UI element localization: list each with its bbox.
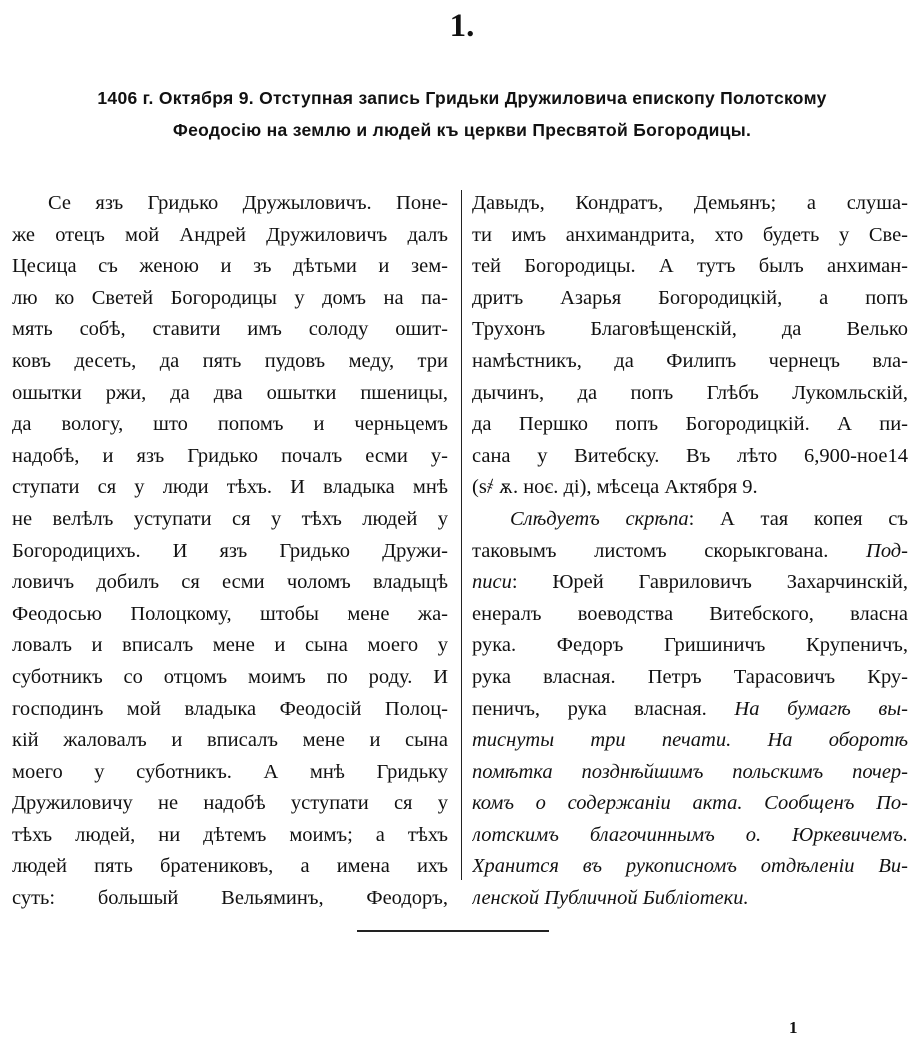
- text-line: тей Богородицы. А тутъ былъ анхиман-: [472, 255, 908, 278]
- column-divider: [461, 190, 462, 880]
- document-number: 1.: [449, 8, 475, 44]
- text-line: ошытки ржи, да два ошытки пшеницы,: [12, 381, 448, 404]
- text-line: мять собѣ, ставити имъ солоду ошит-: [12, 318, 448, 341]
- text-line: Богородицихъ. И язъ Гридько Дружи-: [12, 539, 448, 562]
- note-line: [472, 662, 908, 694]
- text-line: Трухонъ Благовѣщенскій, да Велько: [472, 318, 908, 341]
- text-line: тѣхъ людей, ни дѣтемъ моимъ; а тѣхъ: [12, 823, 448, 846]
- text-line: дычинъ, да попъ Глѣбъ Лукомльскій,: [472, 381, 908, 404]
- text-line: Давыдъ, Кондратъ, Демьянъ; а слуша-: [472, 192, 908, 214]
- note-line: комъ о содержаніи акта. Сообщенъ По-: [472, 792, 908, 815]
- text-line: кій жаловалъ и вписалъ мене и сына: [12, 729, 448, 752]
- note-line: [472, 599, 908, 631]
- section-end-rule: [357, 930, 549, 932]
- note-line: лотскимъ благочиннымъ о. Юркевичемъ.: [472, 823, 908, 846]
- text-line: Феодосью Полоцкому, штобы мене жа-: [12, 602, 448, 625]
- text-line: не велѣлъ уступати ся у тѣхъ людей у: [12, 507, 448, 530]
- page-number: 1: [789, 1018, 798, 1037]
- note-line: [472, 630, 908, 662]
- note-line: [472, 694, 908, 726]
- note-roman: : А тая копея съ: [688, 507, 908, 530]
- text-line: ковъ десеть, да пять пудовъ меду, три: [12, 349, 448, 372]
- text-line: ловалъ и вписалъ мене и сына моего у: [12, 634, 448, 657]
- text-line: да вологу, што попомъ и черньцемъ: [12, 413, 448, 436]
- text-line: моего у суботникъ. А мнѣ Гридьку: [12, 760, 448, 783]
- note-line: [472, 504, 908, 536]
- note-line: помѣтка позднѣйшимъ польскимъ почер-: [472, 760, 908, 783]
- text-line: же отецъ мой Андрей Дружиловичъ далъ: [12, 223, 448, 246]
- text-line: (ѕ҂ ѫ. ноє. ді), мѣсеца Актября 9.: [472, 476, 758, 499]
- text-line: надобѣ, и язъ Гридько почалъ есми у-: [12, 444, 448, 467]
- text-line: Цесица съ женою и зъ дѣтьми и зем-: [12, 255, 448, 278]
- text-line: Дружиловичу не надобѣ уступати ся у: [12, 792, 448, 815]
- note-line: [472, 536, 908, 568]
- note-italic: Под-: [866, 539, 908, 562]
- note-line: Хранится въ рукописномъ отдѣленіи Ви-: [472, 855, 908, 878]
- note-line: ленской Публичной Библіотеки.: [472, 887, 749, 910]
- text-line: суть: большый Вельяминъ, Феодоръ,: [12, 887, 448, 910]
- text-line: суботникъ со отцомъ моимъ по роду. И: [12, 665, 448, 688]
- text-line: людей пять братениковъ, а имена ихъ: [12, 855, 448, 878]
- note-italic: На бумагѣ вы-: [734, 697, 908, 720]
- text-line: господинъ мой владыка Феодосій Полоц-: [12, 697, 448, 720]
- note-italic: писи: [472, 571, 512, 594]
- text-line: сана у Витебску. Въ лѣто 6,900-ное14: [472, 444, 908, 467]
- text-line: ти имъ анхимандрита, хто будеть у Све-: [472, 223, 908, 246]
- document-heading: [22, 82, 902, 146]
- text-line: да Першко попъ Богородицкій. А пи-: [472, 413, 908, 436]
- note-roman: пеничъ, рука власная.: [472, 697, 735, 720]
- note-line: тиснуты три печати. На оборотѣ: [472, 729, 908, 752]
- heading-line-2: Феодосію на землю и людей къ церкви Пресвятой Богородицы.: [172, 120, 752, 140]
- note-roman: енералъ воеводства Витебского, власна: [472, 602, 908, 625]
- text-line: намѣстникъ, да Филипъ чернецъ вла-: [472, 349, 908, 372]
- text-line: дритъ Азарья Богородицкій, а попъ: [472, 286, 908, 309]
- text-line: ступати ся у люди тѣхъ. И владыка мнѣ: [12, 476, 448, 499]
- text-line: Се язъ Гридько Дружыловичъ. Поне-: [48, 192, 448, 214]
- heading-line-1: 1406 г. Октября 9. Отступная запись Гридьки Дружиловича епископу Полотскому: [97, 88, 827, 108]
- note-roman: : Юрей Гавриловичъ Захарчинскій,: [511, 571, 908, 594]
- note-italic: Слѣдуетъ скрѣпа: [510, 507, 689, 530]
- text-line: ловичъ добилъ ся есми чоломъ владыцѣ: [12, 571, 448, 594]
- text-line: лю ко Светей Богородицы у домъ на па-: [12, 286, 448, 309]
- note-roman: рука. Федоръ Гришиничъ Крупеничъ,: [472, 634, 908, 657]
- left-column: [12, 188, 448, 915]
- right-column: [472, 188, 908, 915]
- note-roman: рука власная. Петръ Тарасовичъ Кру-: [472, 665, 908, 688]
- note-roman: таковымъ листомъ скорыкгована.: [472, 539, 867, 562]
- note-line: [472, 567, 908, 599]
